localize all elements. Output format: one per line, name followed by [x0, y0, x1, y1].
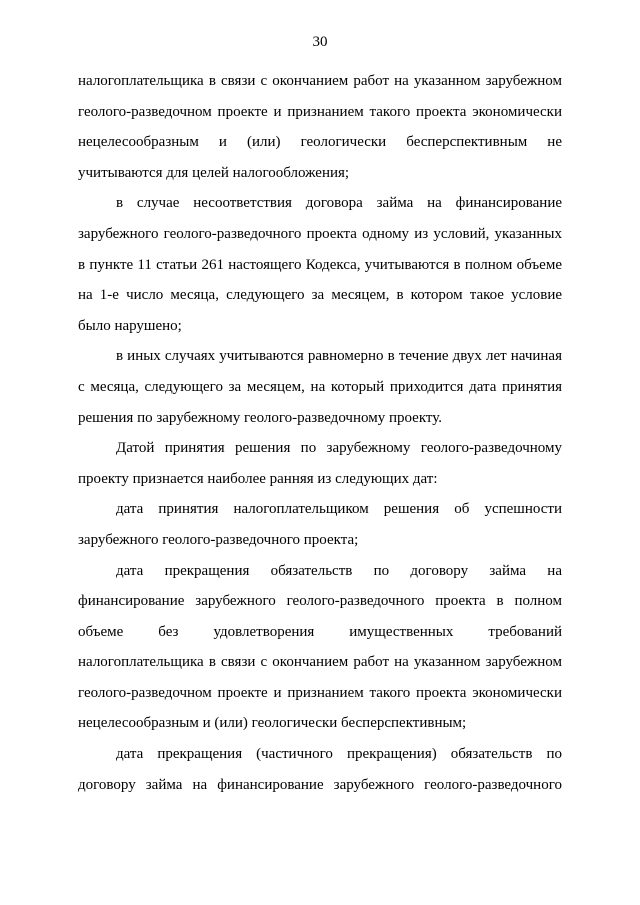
paragraph-first-line: дата принятия налогоплательщиком решения об успешности [116, 501, 562, 518]
text-line: зарубежного геолого-разведочного проекта одному из условий, указанных [78, 225, 562, 242]
paragraph-first-line: Датой принятия решения по зарубежному геолого-разведочному [116, 440, 562, 457]
text-line: налогоплательщика в связи с окончанием работ на указанном зарубежном [78, 654, 562, 671]
paragraph-first-line: дата прекращения обязательств по договору займа на [116, 562, 562, 579]
page-number: 30 [312, 34, 328, 50]
text-line: нецелесообразным и (или) геологически бесперспективным не [78, 134, 562, 151]
document-body [78, 66, 562, 800]
text-line: зарубежного геолого-разведочного проекта; [78, 531, 359, 548]
text-line: нецелесообразным и (или) геологически бесперспективным; [78, 715, 467, 732]
text-line: объеме без удовлетворения имущественных требований [78, 623, 562, 640]
text-line: решения по зарубежному геолого-разведочному проекту. [78, 409, 443, 426]
text-line: финансирование зарубежного геолого-разведочного проекта в полном [78, 593, 562, 610]
paragraph-first-line: дата прекращения (частичного прекращения) обязательств по [116, 746, 562, 763]
text-line: налогоплательщика в связи с окончанием работ на указанном зарубежном [78, 73, 562, 89]
paragraph-first-line: в случае несоответствия договора займа на финансирование [116, 195, 562, 212]
text-line: с месяца, следующего за месяцем, на который приходится дата принятия [78, 378, 562, 395]
text-line: договору займа на финансирование зарубежного геолого-разведочного [78, 776, 562, 793]
paragraph-first-line: в иных случаях учитываются равномерно в течение двух лет начиная [116, 348, 562, 365]
text-line: геолого-разведочном проекте и признанием такого проекта экономически [78, 103, 562, 120]
text-line: геолого-разведочном проекте и признанием такого проекта экономически [78, 684, 562, 701]
text-line: проекту признается наиболее ранняя из следующих дат: [78, 470, 438, 487]
text-line: в пункте 11 статьи 261 настоящего Кодекса, учитываются в полном объеме [78, 256, 562, 273]
text-line: было нарушено; [78, 317, 182, 334]
text-line: на 1-е число месяца, следующего за месяцем, в котором такое условие [78, 287, 562, 304]
text-line: учитываются для целей налогообложения; [78, 164, 350, 181]
